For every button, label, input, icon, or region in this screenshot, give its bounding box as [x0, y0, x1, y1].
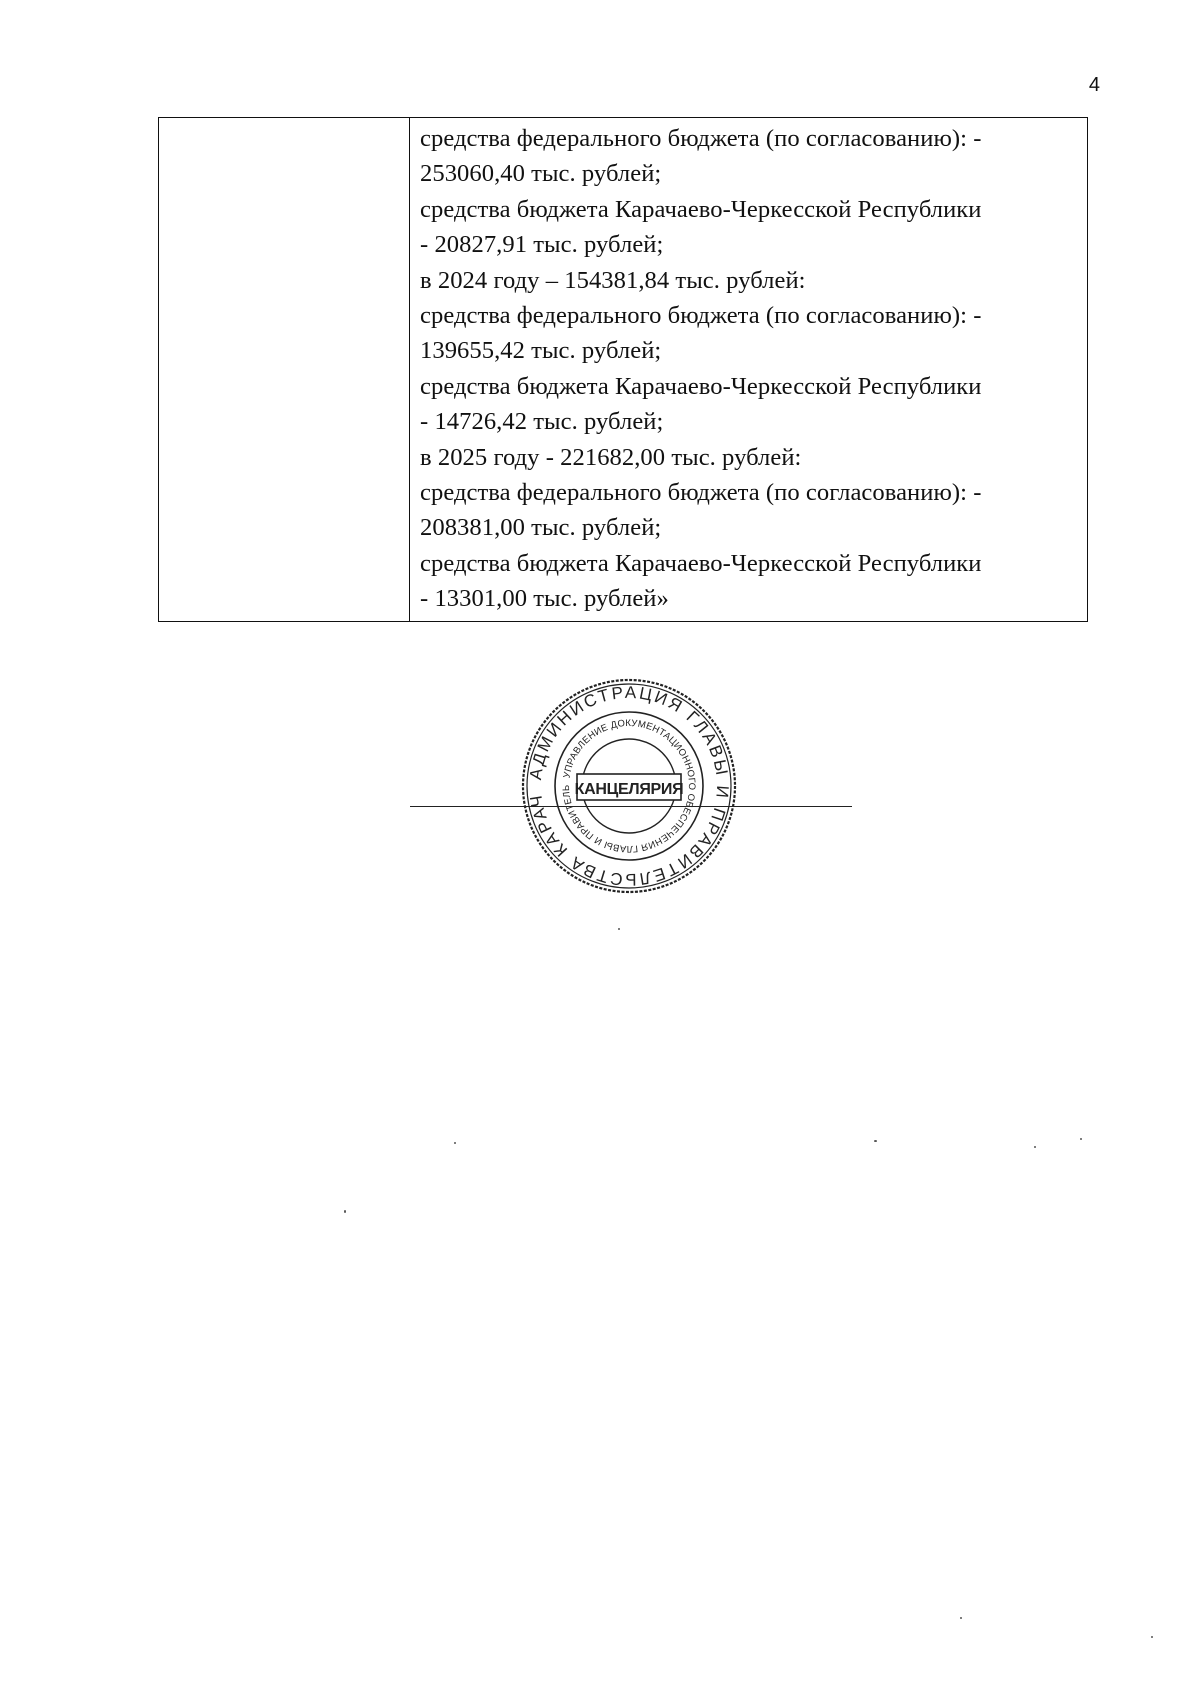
- text-line: - 20827,91 тыс. рублей;: [420, 231, 664, 259]
- page-number: 4: [1088, 74, 1100, 96]
- scan-speck: [960, 1617, 962, 1619]
- text-line: средства федерального бюджета (по согласованию): -: [420, 125, 982, 152]
- text-line: средства бюджета Карачаево-Черкесской Республики: [420, 195, 982, 223]
- text-line: - 14726,42 тыс. рублей;: [420, 408, 664, 436]
- scan-speck: [454, 1142, 456, 1144]
- scan-speck: [1151, 1636, 1153, 1638]
- seal-inner-text: УПРАВЛЕНИЕ ДОКУМЕНТАЦИОННОГО ОБЕСПЕЧЕНИЯ ГЛАВЫ И ПРАВИТЕЛЬ: [560, 717, 698, 855]
- text-line: 253060,40 тыс. рублей;: [420, 160, 662, 188]
- text-line: средства бюджета Карачаево-Черкесской Республики: [420, 372, 982, 400]
- scan-speck: [1080, 1138, 1082, 1140]
- text-line: средства бюджета Карачаево-Черкесской Республики: [420, 549, 982, 577]
- seal-outer-text: АДМИНИСТРАЦИЯ ГЛАВЫ И ПРАВИТЕЛЬСТВА КАРАЧ: [526, 682, 733, 890]
- text-line: средства федерального бюджета (по согласованию): -: [420, 479, 982, 507]
- seal-center-text: КАНЦЕЛЯРИЯ: [574, 781, 684, 798]
- text-line: - 13301,00 тыс. рублей»: [420, 585, 669, 613]
- seal-graphic: [518, 675, 740, 897]
- scan-speck: [1034, 1146, 1036, 1148]
- text-line: средства федерального бюджета (по согласованию): -: [420, 302, 982, 330]
- scan-speck: [874, 1140, 877, 1142]
- text-line: 139655,42 тыс. рублей;: [420, 337, 662, 365]
- left-cell: [159, 118, 410, 622]
- text-line: в 2024 году – 154381,84 тыс. рублей:: [420, 266, 806, 294]
- scan-speck: [344, 1210, 346, 1213]
- text-line: в 2025 году - 221682,00 тыс. рублей:: [420, 443, 802, 471]
- official-seal: [518, 675, 740, 897]
- scan-speck: [618, 928, 620, 930]
- right-cell: [410, 118, 1088, 622]
- text-line: 208381,00 тыс. рублей;: [420, 514, 662, 542]
- table-row: [159, 118, 1088, 622]
- content-table: [158, 117, 1088, 622]
